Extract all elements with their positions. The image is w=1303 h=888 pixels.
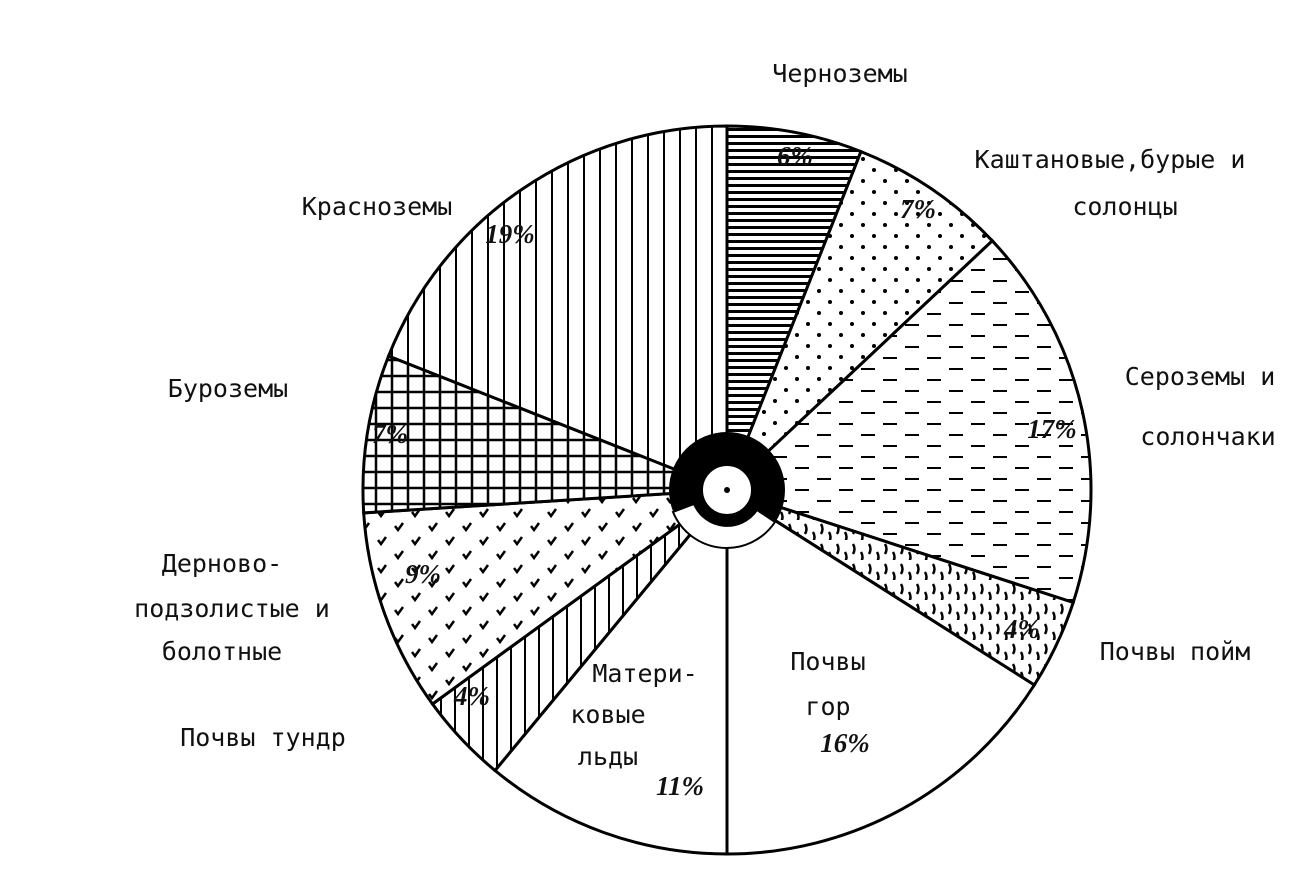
category-label-seroz-line-1: Сероземы и xyxy=(1124,362,1276,391)
category-label-ice-line-2: ковые xyxy=(570,700,646,729)
category-label-kasht-line-1: Каштановые,бурые и xyxy=(974,145,1246,174)
category-label-kasht-line-2: солонцы xyxy=(1072,192,1178,221)
category-label-tundr: Почвы тундр xyxy=(180,723,346,752)
value-label-kasht: 7% xyxy=(900,194,936,224)
value-label-gor: 16% xyxy=(820,728,870,758)
category-label-krasn: Красноземы xyxy=(301,192,453,221)
category-label-gor-line-1: Почвы xyxy=(790,647,866,676)
value-label-ice: 11% xyxy=(655,771,705,801)
category-label-gor-line-2: гор xyxy=(805,692,851,721)
category-label-ice-line-3: льды xyxy=(577,742,639,771)
value-label-krasn: 19% xyxy=(485,219,535,249)
value-label-poym: 4% xyxy=(1004,614,1040,644)
category-label-ice-line-1: Матери- xyxy=(592,659,698,688)
value-label-chern: 6% xyxy=(777,141,813,171)
center-hub-dot xyxy=(724,487,730,493)
value-label-dern: 9% xyxy=(405,559,441,589)
category-label-chern: Черноземы xyxy=(772,59,908,88)
value-label-seroz: 17% xyxy=(1027,414,1077,444)
category-label-buroz: Буроземы xyxy=(167,374,289,403)
category-label-dern-line-2: подзолистые и xyxy=(134,594,330,623)
value-label-tundr: 4% xyxy=(454,681,490,711)
category-label-poym: Почвы пойм xyxy=(1099,637,1251,666)
category-label-dern-line-3: болотные xyxy=(161,637,283,666)
category-label-dern-line-1: Дерново- xyxy=(161,549,283,578)
category-label-seroz-line-2: солончаки xyxy=(1140,422,1276,451)
value-label-buroz: 7% xyxy=(372,419,408,449)
